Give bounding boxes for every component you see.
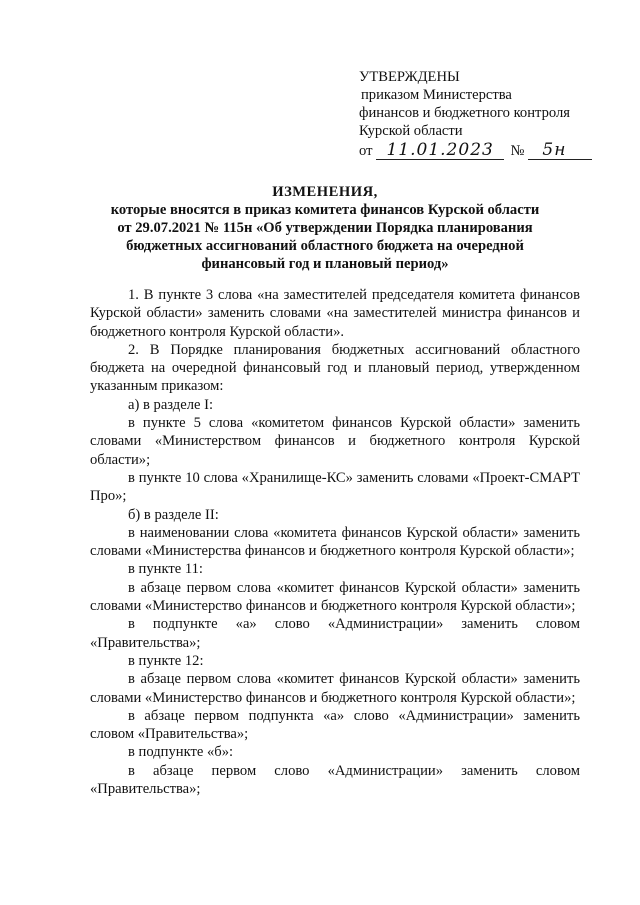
paragraph: в подпункте «а» слово «Администрации» заменить словом «Правительства»; <box>90 616 580 651</box>
heading-line-4: финансовый год и плановый период» <box>201 256 449 272</box>
paragraph: а) в разделе I: <box>128 396 214 413</box>
heading-title: ИЗМЕНЕНИЯ, <box>272 184 378 200</box>
paragraph: в пункте 10 слова «Хранилище-КС» заменить словами «Проект-СМАРТ Про»; <box>90 469 580 505</box>
paragraph: в пункте 5 слова «комитетом финансов Курской области» заменить словами «Министерством финансов и бюджетного контроля Курской области»; <box>90 415 580 468</box>
heading-line-2: от 29.07.2021 № 115н «Об утверждении Порядка планирования <box>117 220 533 236</box>
paragraph: в пункте 11: <box>128 561 203 578</box>
document-heading <box>110 183 540 273</box>
approval-region-line: Курской области <box>359 123 463 139</box>
handwritten-number: 5н <box>528 141 592 160</box>
approval-title: УТВЕРЖДЕНЫ <box>359 69 460 85</box>
paragraph: в пункте 12: <box>128 652 204 669</box>
number-prefix: № <box>510 143 525 159</box>
paragraph: 1. В пункте 3 слова «на заместителей председателя комитета финансов Курской области» заменить словами «на заместителей министра финансов и бюджетного контроля Курской области». <box>90 287 580 340</box>
approval-stamp <box>359 68 592 160</box>
paragraph: в абзаце первом слово «Администрации» заменить словом «Правительства»; <box>90 762 580 798</box>
paragraph: 2. В Порядке планирования бюджетных ассигнований областного бюджета на очередной финансовый год и плановый период, утвержденном указанным приказом: <box>90 341 580 395</box>
paragraph: в абзаце первом слова «комитет финансов Курской области» заменить словами «Министерство финансов и бюджетного контроля Курской области»; <box>90 671 580 706</box>
approval-date-line <box>359 141 592 160</box>
approval-order-line: приказом Министерства <box>361 87 512 103</box>
date-prefix: от <box>359 143 373 159</box>
approval-ministry-line: финансов и бюджетного контроля <box>359 105 570 121</box>
heading-line-3: бюджетных ассигнований областного бюджета на очередной <box>126 238 524 254</box>
document-body <box>90 286 580 798</box>
heading-line-1: которые вносятся в приказ комитета финансов Курской области <box>110 202 540 218</box>
paragraph: в абзаце первом подпункта «а» слово «Администрации» заменить словом «Правительства»; <box>90 707 580 743</box>
handwritten-date: 11.01.2023 <box>376 141 504 160</box>
paragraph: в подпункте «б»: <box>128 744 234 761</box>
paragraph: б) в разделе II: <box>128 506 219 523</box>
paragraph: в наименовании слова «комитета финансов Курской области» заменить словами «Министерства финансов и бюджетного контроля Курской области»; <box>90 524 580 560</box>
paragraph: в абзаце первом слова «комитет финансов Курской области» заменить словами «Министерство финансов и бюджетного контроля Курской области»; <box>90 579 580 615</box>
